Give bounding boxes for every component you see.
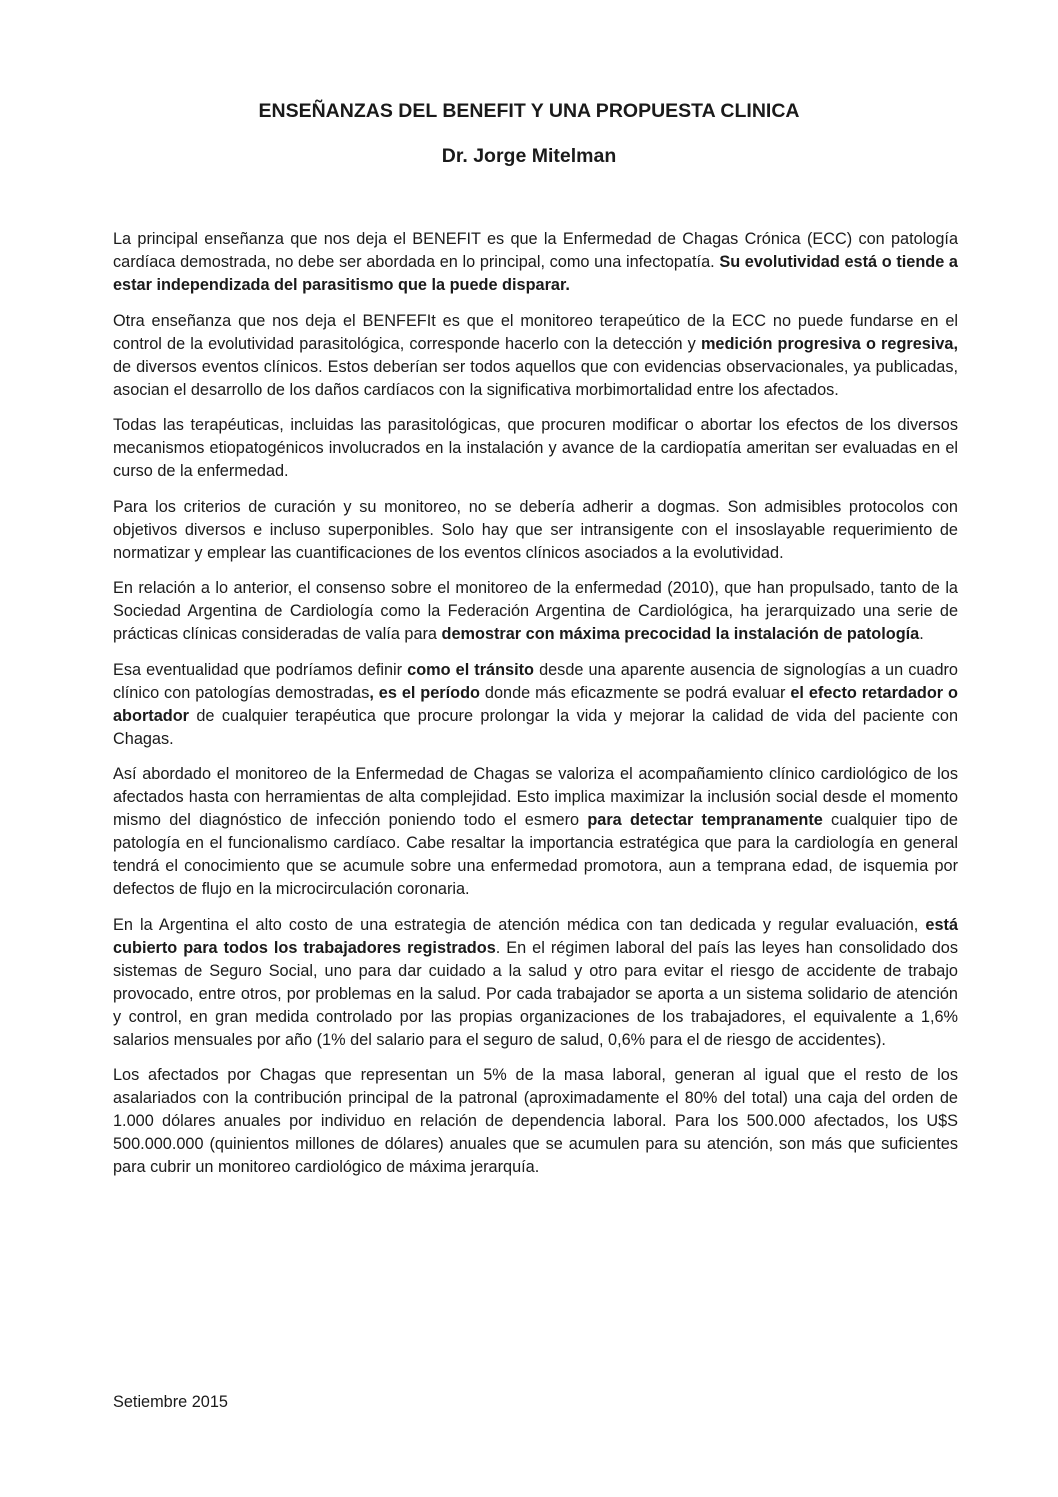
paragraph-text: Para los criterios de curación y su monitoreo, no se debería adherir a dogmas. Son admisibles protocolos con objetivos diversos e incluso superponibles. Solo hay que ser intransigente con el insoslayable requerimiento de normatizar y emplear las cuantificaciones de los eventos clínicos asociados a la evolutividad. xyxy=(113,497,958,562)
paragraph-9 xyxy=(113,1064,958,1179)
paragraph-text: desde una aparente ausencia de signologías a un cuadro clínico con patologías demostradas xyxy=(113,660,958,702)
document-body xyxy=(113,228,958,1192)
paragraph-text: de diversos eventos clínicos. Estos deberían ser todos aquellos que con evidencias observacionales, ya publicadas, asocian el desarrollo de los daños cardíacos con la significativa morbimortalidad entre los afectados. xyxy=(113,357,958,399)
paragraph-1 xyxy=(113,228,958,297)
paragraph-text: En relación a lo anterior, el consenso sobre el monitoreo de la enfermedad (2010), que han propulsado, tanto de la Sociedad Argentina de Cardiología como la Federación Argentina de Cardiológica, ha jerarquizado una serie de prácticas clínicas consideradas de valía para xyxy=(113,579,958,643)
paragraph-bold-text: está cubierto para todos los trabajadores registrados xyxy=(113,915,958,957)
paragraph-text: Así abordado el monitoreo de la Enfermedad de Chagas se valoriza el acompañamiento clínico cardiológico de los afectados hasta con herramientas de alta complejidad. Esto implica maximizar la inclusión social desde el momento mismo del diagnóstico de infección poniendo todo el esmero xyxy=(113,765,958,829)
paragraph-text: . En el régimen laboral del país las leyes han consolidado dos sistemas de Seguro Social, uno para dar cuidado a la salud y otro para evitar el riesgo de accidente de trabajo provocado, entre otros, por problemas en la salud. Por cada trabajador se aporta a un sistema solidario de atención y control, en gran medida controlado por las propias organizaciones de los trabajadores, el equivalente a 1,6% salarios mensuales por año (1% del salario para el seguro de salud, 0,6% para el de riesgo de accidentes). xyxy=(113,938,958,1049)
paragraph-bold-text: demostrar con máxima precocidad la instalación de patología xyxy=(441,625,920,643)
paragraph-text: cualquier tipo de patología en el funcionalismo cardíaco. Cabe resaltar la importancia estratégica que para la cardiología en general tendrá el conocimiento que se acumule sobre una enfermedad promotora, aun a temprana edad, de isquemia por defectos de flujo en la microcirculación coronaria. xyxy=(113,811,958,898)
document-date: Setiembre 2015 xyxy=(113,1393,228,1411)
paragraph-text: donde más eficazmente se podrá evaluar xyxy=(480,683,791,702)
paragraph-bold-text: como el tránsito xyxy=(407,660,534,679)
document-author: Dr. Jorge Mitelman xyxy=(441,145,617,167)
paragraph-6 xyxy=(113,659,958,751)
paragraph-bold-text: medición progresiva o regresiva, xyxy=(700,334,958,353)
paragraph-text: Todas las terapéuticas, incluidas las parasitológicas, que procuren modificar o abortar los efectos de los diversos mecanismos etiopatogénicos involucrados en la instalación y avance de la cardiopatía ameritan ser evaluadas en el curso de la enfermedad. xyxy=(113,416,958,480)
paragraph-text: Esa eventualidad que podríamos definir xyxy=(113,660,408,679)
paragraph-text: Otra enseñanza que nos deja el BENFEFIt es que el monitoreo terapeútico de la ECC no puede fundarse en el control de la evolutividad parasitológica, corresponde hacerlo con la detección y xyxy=(113,311,958,353)
paragraph-2 xyxy=(113,310,958,402)
paragraph-text: En la Argentina el alto costo de una estrategia de atención médica con tan dedicada y regular evaluación, xyxy=(113,915,926,934)
paragraph-5 xyxy=(113,577,958,646)
paragraph-bold-text: , es el período xyxy=(369,683,480,702)
paragraph-text: de cualquier terapéutica que procure prolongar la vida y mejorar la calidad de vida del paciente con Chagas. xyxy=(113,706,958,748)
paragraph-bold-text: Su evolutividad está o tiende a estar independizada del parasitismo que la puede disparar. xyxy=(113,253,958,294)
paragraph-3 xyxy=(113,414,958,483)
paragraph-7 xyxy=(113,763,958,901)
paragraph-bold-text: para detectar tempranamente xyxy=(587,811,823,829)
paragraph-4 xyxy=(113,496,958,565)
paragraph-text: . xyxy=(919,625,924,643)
paragraph-8 xyxy=(113,914,958,1052)
paragraph-bold-text: el efecto retardador o abortador xyxy=(113,683,958,725)
paragraph-text: Los afectados por Chagas que representan un 5% de la masa laboral, generan al igual que el resto de los asalariados con la contribución principal de la patronal (aproximadamente el 80% del total) una caja del orden de 1.000 dólares anuales por individuo en relación de dependencia laboral. Para los 500.000 afectados, los U$S 500.000.000 (quinientos millones de dólares) anuales que se acumulen para su atención, son más que suficientes para cubrir un monitoreo cardiológico de máxima jerarquía. xyxy=(113,1066,958,1176)
paragraph-text: La principal enseñanza que nos deja el BENEFIT es que la Enfermedad de Chagas Crónica (ECC) con patología cardíaca demostrada, no debe ser abordada en lo principal, como una infectopatía. xyxy=(113,230,958,271)
document-title: ENSEÑANZAS DEL BENEFIT Y UNA PROPUESTA CLINICA xyxy=(258,100,800,122)
